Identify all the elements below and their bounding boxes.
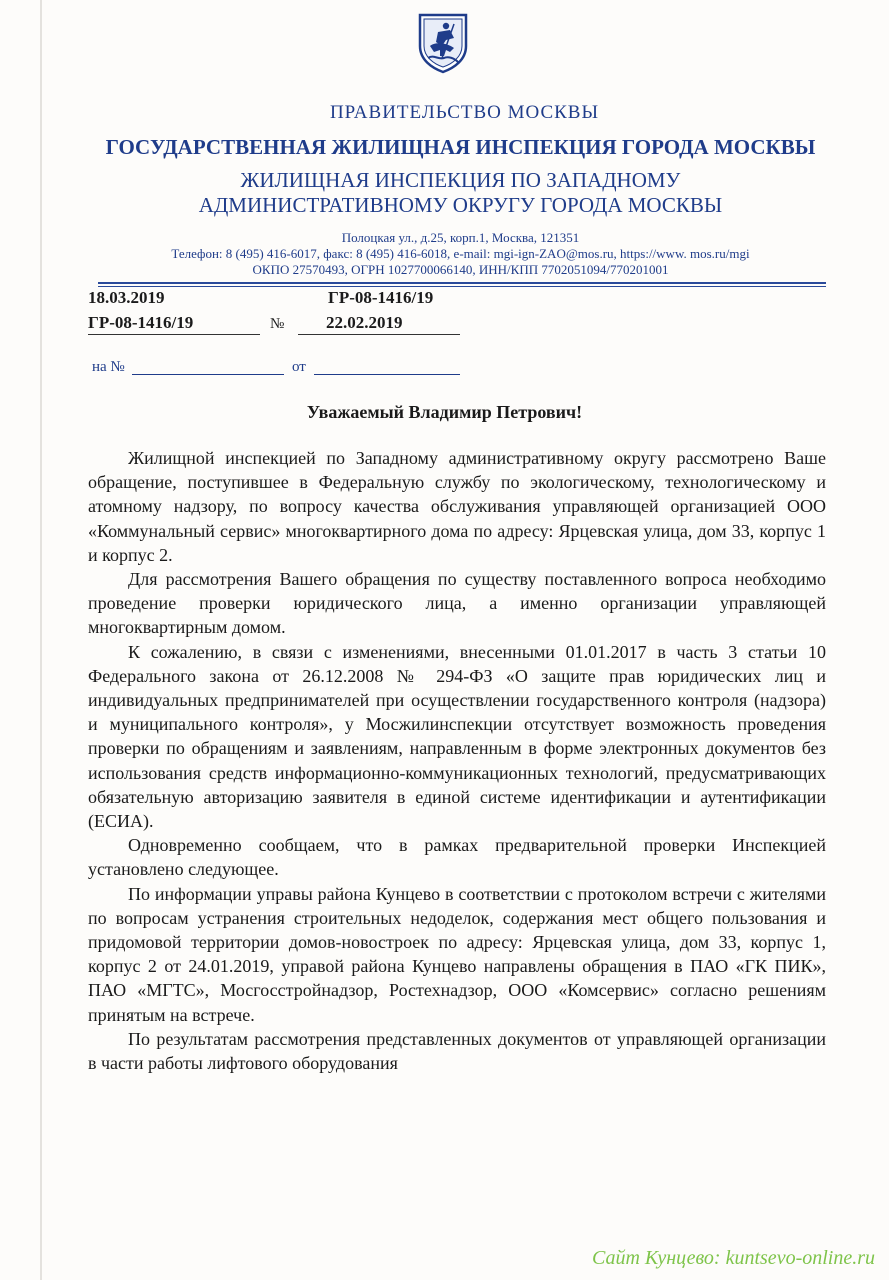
contacts-line: Телефон: 8 (495) 416-6017, факс: 8 (495) 416-6018, e-mail: mgi-ign-ZAO@mos.ru, https://www. mos.ru/mgi	[171, 246, 750, 261]
site-watermark: Сайт Кунцево: kuntsevo-online.ru	[592, 1247, 875, 1269]
registration-date-stamp: 18.03.2019	[88, 288, 165, 307]
division-title	[16, 168, 889, 218]
paragraph: По информации управы района Кунцево в соответствии с протоколом встречи с жителями по вопросам устранения строительных недоделок, содержания мест общего пользования и придомовой территории домов-новостроек по адресу: Ярцевская улица, дом 33, корпус 1, корпус 2 от 24.01.2019, управой района Кунцево направлены обращения в ПАО «ГК ПИК», ПАО «МГТС», Мосгосстройнадзор, Ростехнадзор, ООО «Комсервис» согласно решениям принятым на встрече.	[88, 883, 826, 1025]
paragraph: Для рассмотрения Вашего обращения по существу поставленного вопроса необходимо проведение проверки юридического лица, а именно организации управляющей многоквартирным домом.	[88, 569, 826, 638]
outgoing-number: ГР-08-1416/19	[88, 313, 194, 332]
reference-number-label: на №	[92, 359, 125, 375]
header-divider	[98, 282, 826, 284]
header-divider-thin	[98, 286, 826, 287]
paragraph: Одновременно сообщаем, что в рамках предварительной проверки Инспекцией установлено следующее.	[88, 835, 826, 880]
division-line-1: ЖИЛИЩНАЯ ИНСПЕКЦИЯ ПО ЗАПАДНОМУ	[240, 168, 681, 192]
paragraph: К сожалению, в связи с изменениями, внесенными 01.01.2017 в часть 3 статьи 10 Федерального закона от 26.12.2008 № 294-ФЗ «О защите прав юридических лиц и индивидуальных предпринимателей при осуществлении государственного контроля (надзора) и муниципального контроля», у Мосжилинспекции отсутствует возможность проведения проверки по обращениям и заявлениям, направленным в форме электронных документов без использования средств информационно-коммуникационных технологий, предусматривающих обязательную авторизацию заявителя в единой системе идентификации и аутентификации (ЕСИА).	[88, 641, 826, 832]
moscow-coat-of-arms-icon	[416, 12, 470, 74]
address-line: Полоцкая ул., д.25, корп.1, Москва, 121351	[341, 230, 580, 245]
government-title: ПРАВИТЕЛЬСТВО МОСКВЫ	[329, 102, 600, 123]
reference-date-label: от	[292, 359, 306, 375]
division-line-2: АДМИНИСТРАТИВНОМУ ОКРУГУ ГОРОДА МОСКВЫ	[198, 193, 723, 217]
outgoing-date-underline	[298, 334, 460, 335]
registration-number-stamp: ГР-08-1416/19	[328, 288, 434, 307]
reference-number-line	[132, 374, 284, 375]
reference-date-line	[314, 374, 460, 375]
outgoing-number-underline	[88, 334, 260, 335]
letter-greeting: Уважаемый Владимир Петрович!	[306, 402, 583, 422]
paragraph: Жилищной инспекцией по Западному административному округу рассмотрено Ваше обращение, поступившее в Федеральную службу по экологическому, технологическому и атомному надзору, по вопросу качества обслуживания управляющей организацией ООО «Коммунальный сервис» многоквартирного дома по адресу: Ярцевская улица, дом 33, корпус 1 и корпус 2.	[88, 448, 826, 565]
paragraph: По результатам рассмотрения представленных документов от управляющей организации в части работы лифтового оборудования	[88, 1028, 826, 1074]
inspection-title: ГОСУДАРСТВЕННАЯ ЖИЛИЩНАЯ ИНСПЕКЦИЯ ГОРОДА МОСКВЫ	[105, 135, 816, 159]
codes-line: ОКПО 27570493, ОГРН 1027700066140, ИНН/КПП 7702051094/770201001	[252, 262, 669, 277]
letter-body	[88, 446, 826, 1075]
outgoing-date: 22.02.2019	[326, 313, 403, 332]
contact-block	[16, 230, 889, 278]
number-sign: №	[270, 316, 285, 332]
